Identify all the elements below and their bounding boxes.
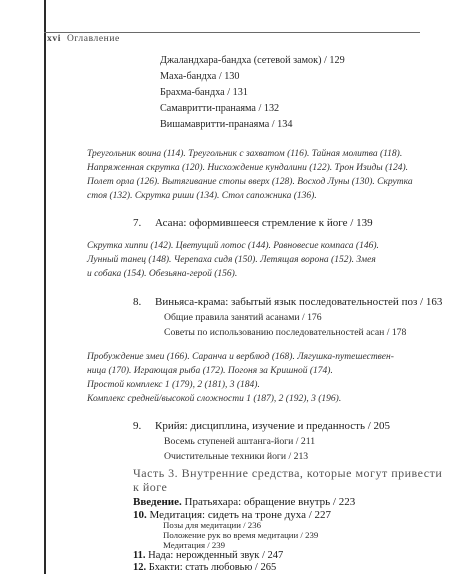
page-number: xvi <box>47 34 61 44</box>
pose-list-line: Скрутка хиппи (142). Цветущий лотос (144). Равновесие компаса (146). <box>87 241 379 251</box>
header-rule <box>44 32 420 33</box>
toc-chapter-11 <box>133 550 283 561</box>
chapter-title: Нада: нерожденный звук / 247 <box>145 550 284 561</box>
pose-list-line: стоя (132). Скрутка риши (134). Стол сапожника (136). <box>87 191 317 201</box>
toc-subitem: Вишамавритти-пранаяма / 134 <box>160 119 293 130</box>
toc-subitem: Общие правила занятий асанами / 176 <box>164 312 322 323</box>
pose-list-line: Пробуждение змеи (166). Саранча и верблюд (168). Лягушка-путешествен- <box>87 352 394 362</box>
chapter-number: 8. <box>133 296 142 308</box>
chapter-title: Виньяса-крама: забытый язык последовательностей поз / 163 <box>155 296 443 308</box>
pose-list-line: Напряженная скрутка (120). Нисхождение кундалини (122). Трон Изиды (124). <box>87 163 409 173</box>
chapter-number: 7. <box>133 217 142 229</box>
chapter-number: 12. <box>133 562 147 573</box>
toc-subitem: Медитация / 239 <box>163 540 226 550</box>
toc-subitem: Советы по использованию последовательностей асан / 178 <box>164 327 407 338</box>
toc-chapter-12 <box>133 562 276 573</box>
chapter-number: 11. <box>133 550 146 561</box>
chapter-title: Бхакти: стать любовью / 265 <box>146 562 277 573</box>
toc-subitem: Брахма-бандха / 131 <box>160 87 248 98</box>
toc-subitem: Позы для медитации / 236 <box>163 520 262 530</box>
toc-subitem: Положение рук во время медитации / 239 <box>163 530 319 540</box>
pose-list-line: ница (170). Играющая рыба (172). Погоня за Кришной (174). <box>87 366 333 376</box>
pose-list-line: и собака (154). Обезьяна-герой (156). <box>87 269 238 279</box>
toc-chapter-9 <box>133 420 390 432</box>
toc-chapter-8 <box>133 296 442 308</box>
chapter-title: Медитация: сидеть на троне духа / 227 <box>146 509 332 521</box>
header-title: Оглавление <box>66 34 120 44</box>
pose-list-line: Полет орла (126). Вытягивание стопы вверх (128). Восход Луны (130). Скрутка <box>87 177 413 187</box>
intro-title: Пратьяхара: обращение внутрь / 223 <box>181 496 356 508</box>
chapter-title: Асана: оформившееся стремление к йоге / 139 <box>155 217 373 229</box>
part-heading-cont: к йоге <box>133 480 168 494</box>
pose-list-line: Простой комплекс 1 (179), 2 (181), 3 (184). <box>87 380 260 390</box>
chapter-number: 9. <box>133 420 142 432</box>
toc-subitem: Самавритти-пранаяма / 132 <box>160 103 280 114</box>
pose-list-line: Треугольник воина (114). Треугольник с захватом (116). Тайная молитва (118). <box>87 149 403 159</box>
toc-subitem: Джаландхара-бандха (сетевой замок) / 129 <box>160 55 345 66</box>
toc-subitem: Восемь ступеней аштанга-йоги / 211 <box>164 436 316 447</box>
chapter-title: Крийя: дисциплина, изучение и преданность / 205 <box>155 420 391 432</box>
running-header <box>47 34 120 44</box>
chapter-number: 10. <box>133 509 147 521</box>
toc-subitem: Маха-бандха / 130 <box>160 71 240 82</box>
margin-bar <box>44 0 46 574</box>
toc-chapter-7 <box>133 217 373 229</box>
intro-label: Введение. <box>133 496 182 508</box>
toc-subitem: Очистительные техники йоги / 213 <box>164 451 309 462</box>
pose-list-line: Лунный танец (148). Черепаха сидя (150). Летящая ворона (152). Змея <box>87 255 376 265</box>
pose-list-line: Комплекс средней/высокой сложности 1 (187), 2 (192), 3 (196). <box>87 394 342 404</box>
part-heading: Часть 3. Внутренние средства, которые могут привести <box>133 466 443 480</box>
toc-intro <box>133 496 355 508</box>
